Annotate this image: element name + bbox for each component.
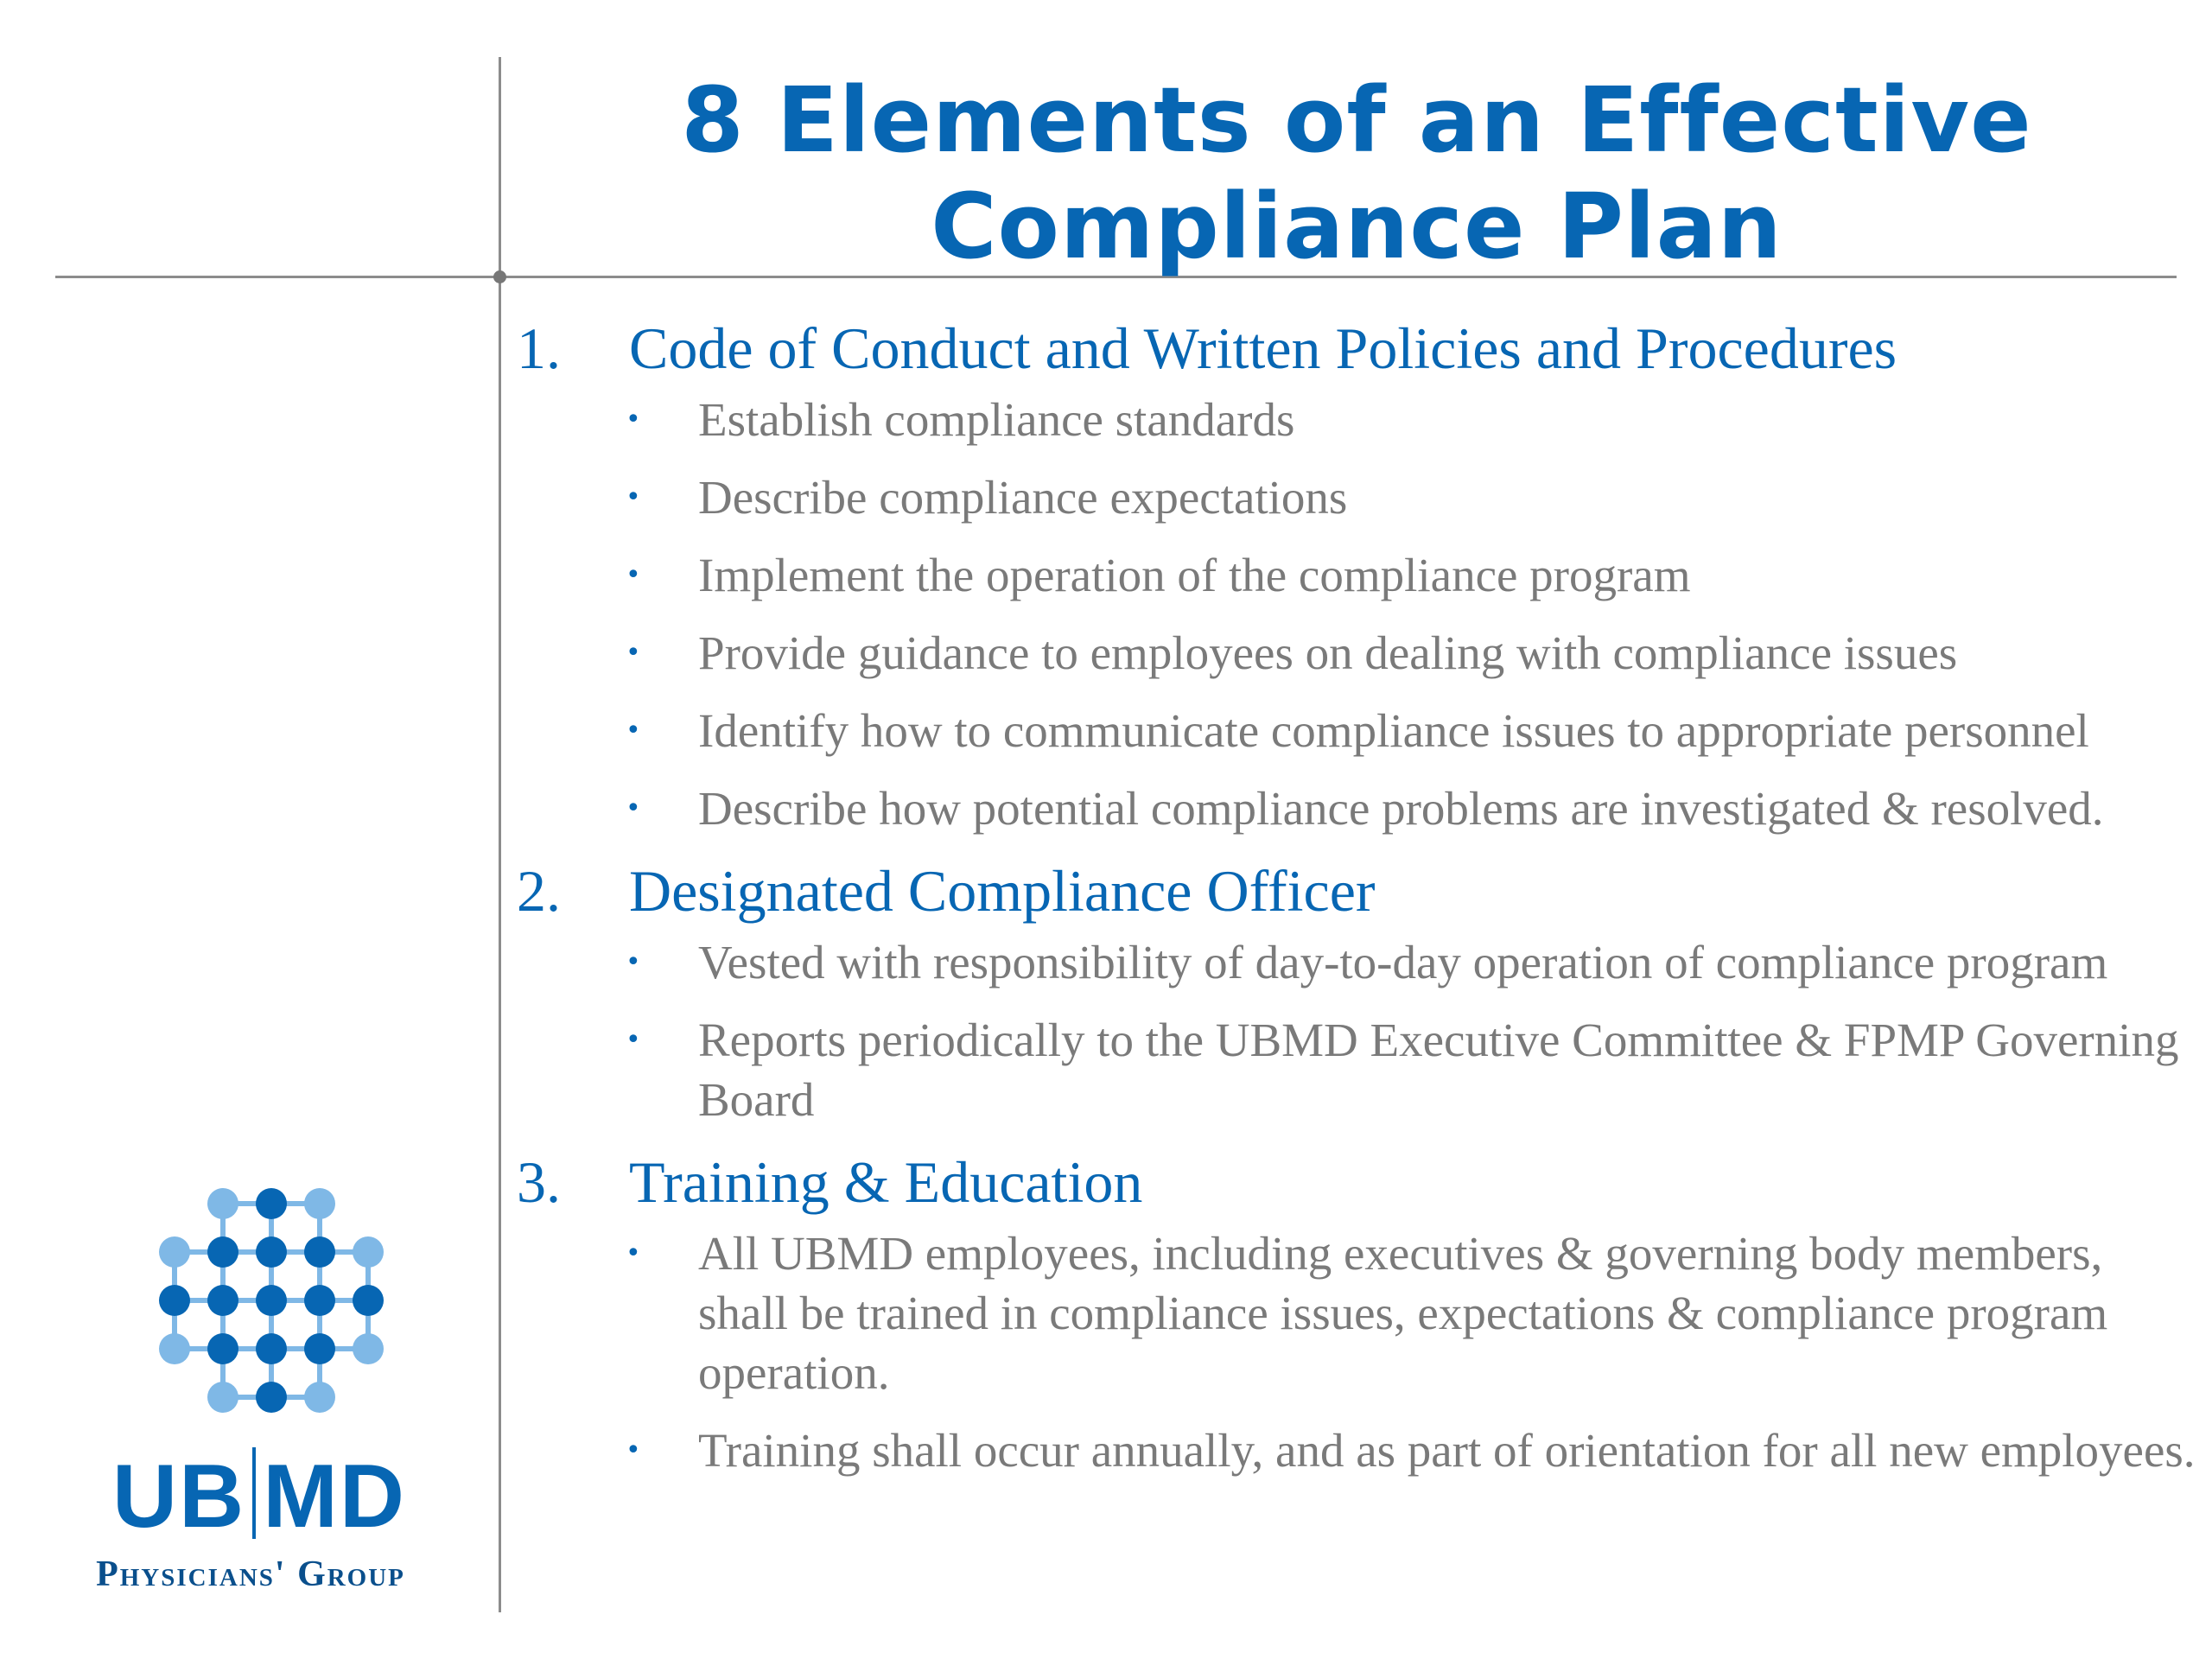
bullet-icon: • [626, 638, 641, 668]
ubmd-logo [86, 1445, 432, 1548]
vertical-divider [499, 57, 501, 1612]
slide-title-line-2: Compliance Plan [931, 174, 1783, 279]
logo-separator [252, 1447, 256, 1539]
bullet-icon: • [626, 947, 641, 977]
bullet-list [517, 1224, 2197, 1480]
bullet-text: Implement the operation of the compliance program [698, 549, 1691, 601]
logo-node [353, 1333, 384, 1364]
bullet-icon: • [626, 560, 641, 590]
section-1 [517, 307, 2197, 838]
section-title: Designated Compliance Officer [629, 858, 1376, 924]
section-number: 1. [517, 315, 561, 381]
logo-node [256, 1188, 287, 1219]
logo-node [159, 1285, 190, 1316]
logo-node [304, 1236, 335, 1268]
logo-node [207, 1285, 238, 1316]
logo-node [256, 1333, 287, 1364]
list-item [517, 779, 2197, 838]
bullet-text: Provide guidance to employees on dealing with compliance issues [698, 626, 1958, 679]
bullet-text: Describe how potential compliance problems are investigated & resolved. [698, 782, 2104, 835]
logo-node [304, 1285, 335, 1316]
section-title: Code of Conduct and Written Policies and Procedures [629, 315, 1897, 381]
list-item [517, 932, 2197, 992]
list-item [517, 390, 2197, 449]
bullet-icon: • [626, 482, 641, 512]
logo-node [256, 1285, 287, 1316]
list-item [517, 1010, 2197, 1129]
bullet-list [517, 932, 2197, 1129]
logo-node [207, 1236, 238, 1268]
bullet-text: Describe compliance expectations [698, 471, 1348, 524]
section-title: Training & Education [629, 1149, 1143, 1215]
bullet-icon: • [626, 404, 641, 435]
logo-node [304, 1382, 335, 1413]
logo-node [304, 1188, 335, 1219]
logo-node [353, 1236, 384, 1268]
list-item [517, 1421, 2197, 1480]
slide-content [517, 307, 2197, 1480]
bullet-text: Reports periodically to the UBMD Executive Committee & FPMP Governing Board [698, 1014, 2179, 1126]
section-3 [517, 1141, 2197, 1480]
list-item [517, 545, 2197, 605]
logo-node [207, 1333, 238, 1364]
logo-node [304, 1333, 335, 1364]
bullet-icon: • [626, 1435, 641, 1465]
logo-node [159, 1333, 190, 1364]
slide-title [501, 67, 2212, 280]
logo-node [353, 1285, 384, 1316]
bullet-text: Vested with responsibility of day-to-day operation of compliance program [698, 936, 2108, 988]
logo-md: MD [263, 1446, 406, 1547]
section-heading [517, 1141, 2197, 1224]
bullet-icon: • [626, 793, 641, 823]
section-number: 3. [517, 1149, 561, 1215]
list-item [517, 623, 2197, 683]
bullet-icon: • [626, 715, 641, 746]
bullet-text: Establish compliance standards [698, 393, 1295, 446]
list-item [517, 1224, 2197, 1402]
list-item [517, 701, 2197, 760]
logo-node [256, 1236, 287, 1268]
bullet-text: All UBMD employees, including executives & governing body members, shall be trained in compliance issues, expectations & compliance program operation. [698, 1227, 2108, 1399]
logo-ub: UB [112, 1446, 246, 1547]
section-number: 2. [517, 858, 561, 924]
section-2 [517, 849, 2197, 1129]
bullet-list [517, 390, 2197, 838]
section-heading [517, 849, 2197, 932]
logo-tagline: Physicians' Group [96, 1554, 405, 1594]
section-heading [517, 307, 2197, 390]
logo-node [207, 1382, 238, 1413]
bullet-icon: • [626, 1238, 641, 1268]
bullet-icon: • [626, 1025, 641, 1055]
bullet-text: Training shall occur annually, and as part of orientation for all new employees. [698, 1424, 2196, 1477]
list-item [517, 467, 2197, 527]
bullet-text: Identify how to communicate compliance issues to appropriate personnel [698, 704, 2089, 757]
logo-node [159, 1236, 190, 1268]
slide-title-line-1: 8 Elements of an Effective [681, 67, 2032, 173]
logo-node [207, 1188, 238, 1219]
logo-node [256, 1382, 287, 1413]
